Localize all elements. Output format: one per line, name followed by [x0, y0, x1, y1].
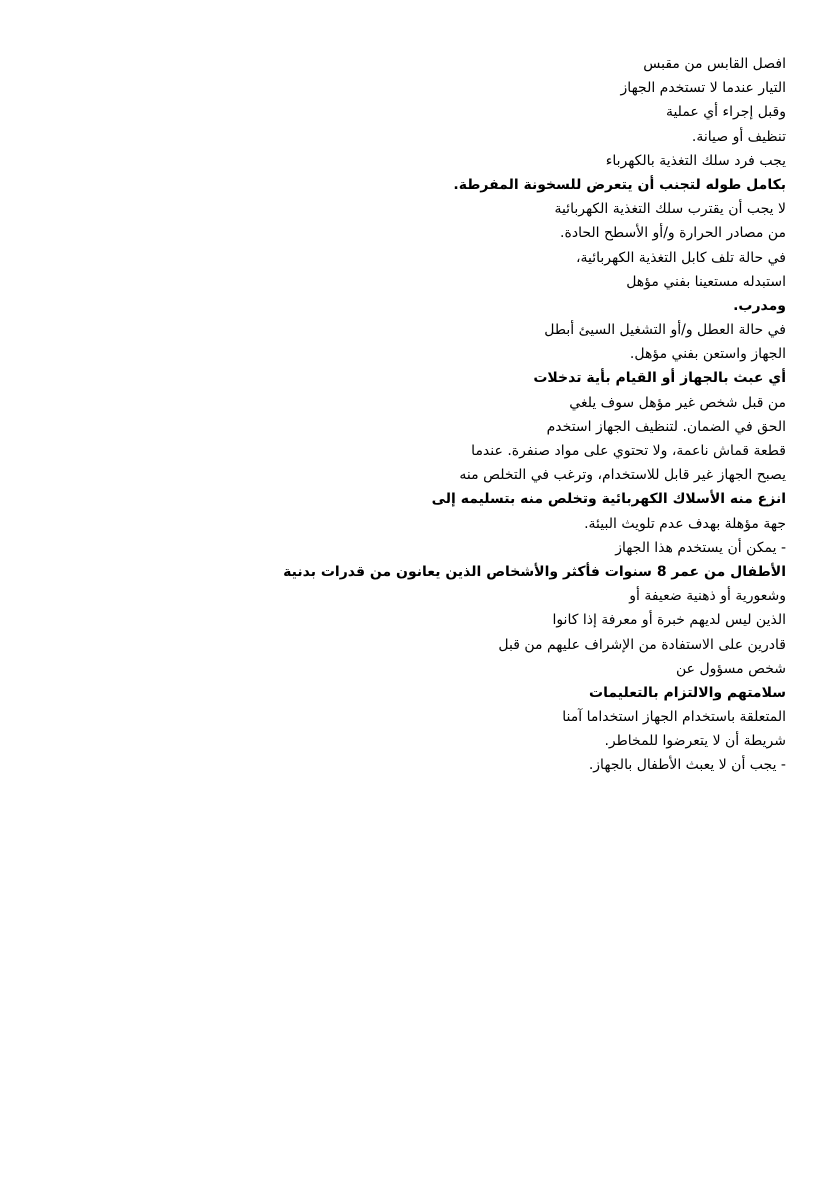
- text-line: ومدرب.: [733, 297, 786, 314]
- text-line: وشعورية أو ذهنية ضعيفة أو: [629, 588, 786, 605]
- text-line: من مصادر الحرارة و/أو الأسطح الحادة.: [560, 225, 786, 242]
- text-line: في حالة تلف كابل التغذية الكهربائية،: [575, 249, 786, 266]
- text-line: قادرين على الاستفادة من الإشراف عليهم من قبل: [498, 636, 786, 653]
- text-line: لا يجب أن يقترب سلك التغذية الكهربائية: [554, 201, 786, 218]
- safety-instructions-text: [26, 52, 786, 778]
- text-line: افصل القابس من مقبس: [643, 56, 786, 72]
- text-line: قطعة قماش ناعمة، ولا تحتوي على مواد صنفرة. عندما: [471, 443, 786, 459]
- text-line: جهة مؤهلة بهدف عدم تلويث البيئة.: [584, 515, 786, 532]
- text-line: بكامل طوله لتجنب أن يتعرض للسخونة المفرطة.: [453, 176, 786, 193]
- text-line: تنظيف أو صيانة.: [691, 128, 786, 145]
- text-line: الجهاز واستعن بفني مؤهل.: [629, 346, 786, 363]
- text-line: الحق في الضمان. لتنظيف الجهاز استخدم: [546, 418, 786, 435]
- text-line: التيار عندما لا تستخدم الجهاز: [620, 80, 786, 97]
- text-line: - يمكن أن يستخدم هذا الجهاز: [615, 539, 786, 556]
- text-line: شخص مسؤول عن: [676, 660, 786, 677]
- text-line: سلامتهم والالتزام بالتعليمات: [589, 684, 786, 701]
- text-line: وقبل إجراء أي عملية: [665, 104, 786, 121]
- text-line: الأطفال من عمر 8 سنوات فأكثر والأشخاص الذين يعانون من قدرات بدنية: [283, 563, 786, 580]
- text-line: المتعلقة باستخدام الجهاز استخداما آمنا: [562, 709, 786, 726]
- text-line: يصبح الجهاز غير قابل للاستخدام، وترغب في التخلص منه: [459, 467, 786, 484]
- text-line: - يجب أن لا يعبث الأطفال بالجهاز.: [588, 757, 786, 774]
- text-line: شريطة أن لا يتعرضوا للمخاطر.: [604, 733, 786, 750]
- text-line: يجب فرد سلك التغذية بالكهرباء: [605, 152, 786, 169]
- text-line: أي عبث بالجهاز أو القيام بأية تدخلات: [533, 370, 786, 387]
- text-line: انزع منه الأسلاك الكهربائية وتخلص منه بتسليمه إلى: [431, 491, 786, 508]
- text-line: من قبل شخص غير مؤهل سوف يلغي: [569, 394, 786, 411]
- text-line: استبدله مستعينا بفني مؤهل: [626, 273, 786, 290]
- text-line: الذين ليس لديهم خبرة أو معرفة إذا كانوا: [552, 612, 786, 629]
- text-line: في حالة العطل و/أو التشغيل السيئ أبطل: [544, 322, 786, 339]
